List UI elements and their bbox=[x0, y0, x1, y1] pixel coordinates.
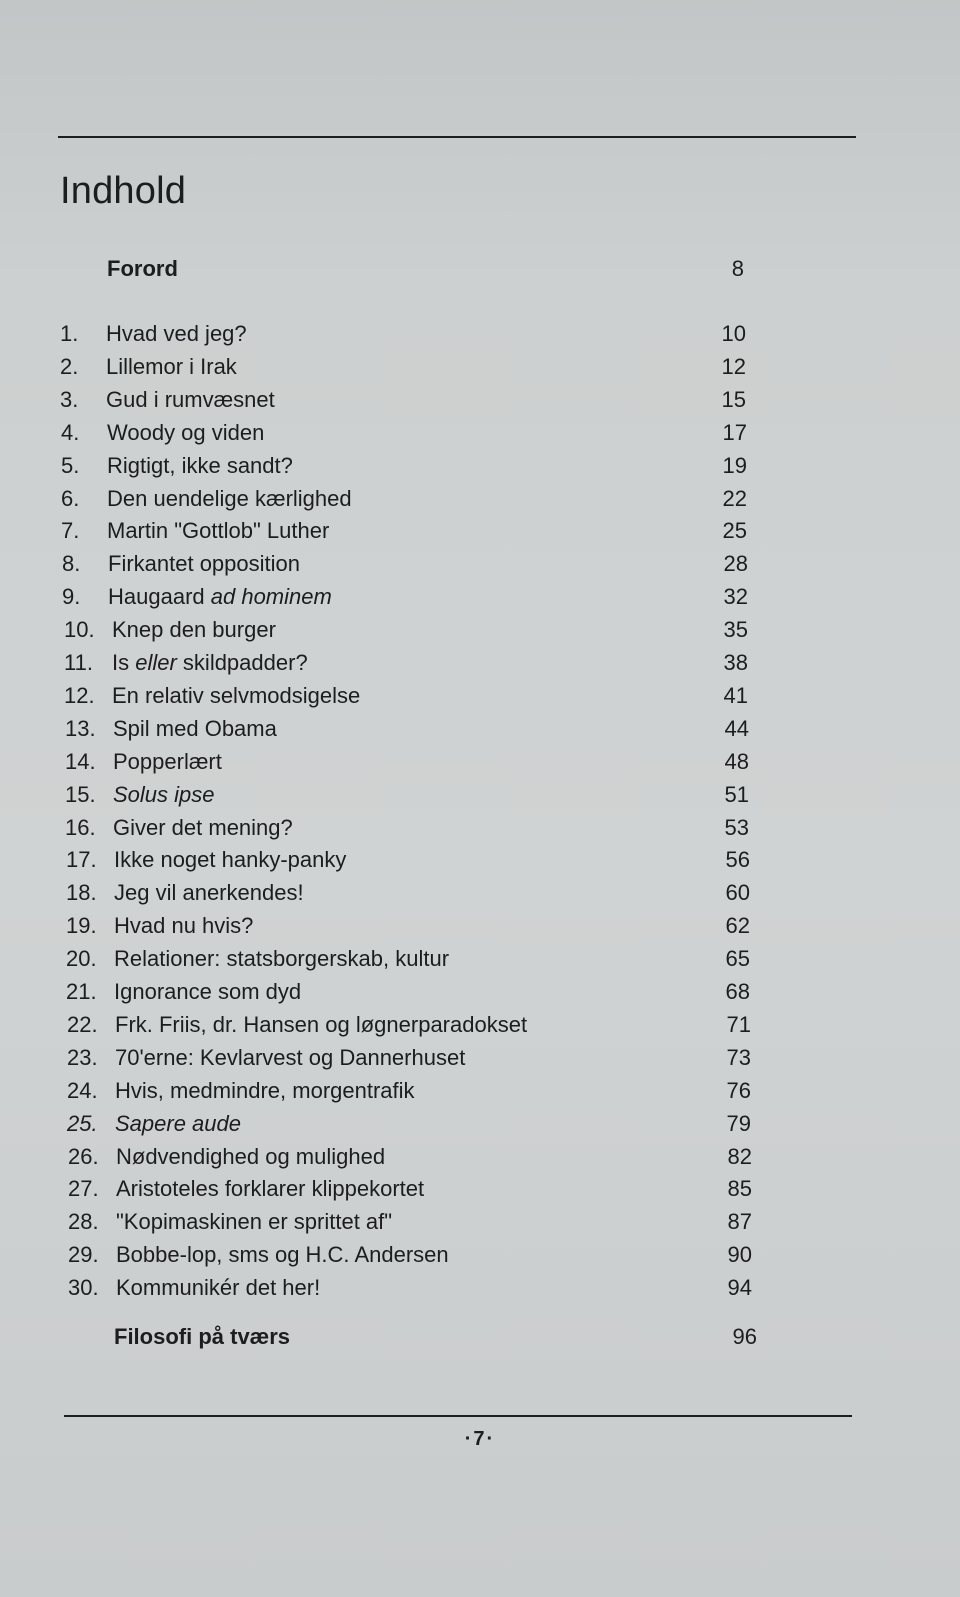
toc-entry-title bbox=[107, 418, 264, 448]
toc-entry-title bbox=[106, 385, 275, 415]
page-number: ·7· bbox=[464, 1428, 496, 1450]
toc-entry-page: 32 bbox=[723, 584, 748, 609]
toc-entry-title-text: Bobbe-lop, sms og H.C. Andersen bbox=[116, 1242, 449, 1267]
toc-entry bbox=[0, 451, 960, 481]
toc-entry-title bbox=[114, 845, 346, 875]
toc-entry-number: 22. bbox=[67, 1012, 98, 1037]
toc-entry-title-text: Knep den burger bbox=[112, 617, 276, 642]
toc-entry bbox=[0, 878, 960, 908]
toc-entry bbox=[0, 1174, 960, 1204]
toc-entry-number: 8. bbox=[62, 551, 81, 576]
toc-entry-page: 71 bbox=[726, 1012, 751, 1037]
toc-entry-page: 87 bbox=[727, 1209, 752, 1234]
toc-entry-title bbox=[112, 648, 308, 678]
toc-entry-title-text: Giver det mening? bbox=[113, 815, 293, 840]
toc-entry-title-text: Hvis, medmindre, morgentrafik bbox=[115, 1078, 415, 1103]
toc-entry bbox=[0, 944, 960, 974]
toc-entry bbox=[0, 780, 960, 810]
toc-entry-number: 6. bbox=[61, 486, 80, 511]
toc-entry-title-text: Relationer: statsborgerskab, kultur bbox=[114, 946, 450, 971]
toc-entry-page: 25 bbox=[722, 518, 747, 543]
toc-entry-title-text: Aristoteles forklarer klippekortet bbox=[116, 1176, 425, 1201]
toc-entry-title bbox=[107, 516, 329, 546]
toc-entry bbox=[0, 319, 960, 349]
toc-entry bbox=[0, 1207, 960, 1237]
toc-entry-number: 3. bbox=[60, 387, 79, 412]
toc-entry-number: 30. bbox=[68, 1275, 99, 1300]
toc-entry-page: 79 bbox=[726, 1111, 751, 1136]
toc-entry bbox=[0, 977, 960, 1007]
toc-entry-page: 96 bbox=[732, 1324, 757, 1349]
toc-entry-title-text: Hvad ved jeg? bbox=[106, 321, 247, 346]
toc-entry bbox=[0, 714, 960, 744]
toc-entry-page: 76 bbox=[726, 1078, 751, 1103]
toc-entry bbox=[0, 582, 960, 612]
toc-entry-number: 16. bbox=[65, 815, 96, 840]
toc-entry-page: 85 bbox=[727, 1176, 752, 1201]
toc-entry-title bbox=[113, 780, 215, 810]
toc-entry-title-text: Ignorance som dyd bbox=[114, 979, 302, 1004]
toc-entry bbox=[0, 813, 960, 843]
toc-entry-title-text: Jeg vil anerkendes! bbox=[114, 880, 304, 905]
top-rule bbox=[58, 136, 856, 138]
toc-entry-page: 12 bbox=[721, 354, 746, 379]
toc-entry bbox=[0, 681, 960, 711]
toc-entry bbox=[0, 1043, 960, 1073]
toc-entry-title-text: Is bbox=[112, 650, 136, 675]
toc-entry-number: 10. bbox=[64, 617, 95, 642]
toc-entry-page: 8 bbox=[731, 256, 744, 281]
toc-entry-number: 27. bbox=[68, 1176, 99, 1201]
toc-entry-page: 62 bbox=[725, 913, 750, 938]
toc-entry-title bbox=[107, 484, 352, 514]
toc-entry-title: Filosofi på tværs bbox=[114, 1324, 291, 1349]
toc-entry-title bbox=[113, 747, 222, 777]
toc-entry-title-text: Kommunikér det her! bbox=[116, 1275, 321, 1300]
toc-entry-title-text: 70'erne: Kevlarvest og Dannerhuset bbox=[115, 1045, 466, 1070]
toc-entry-title-italic: Sapere aude bbox=[115, 1111, 241, 1136]
toc-entry-number: 1. bbox=[60, 321, 79, 346]
toc-entry-title bbox=[108, 549, 300, 579]
toc-entry-page: 82 bbox=[727, 1144, 752, 1169]
toc-entry-page: 90 bbox=[727, 1242, 752, 1267]
toc-entry-page: 38 bbox=[723, 650, 748, 675]
toc-entry-number: 13. bbox=[65, 716, 96, 741]
toc-entry bbox=[0, 1010, 960, 1040]
toc-entry-number: 24. bbox=[67, 1078, 98, 1103]
toc-entry-title-text: Lillemor i Irak bbox=[106, 354, 237, 379]
toc-entry bbox=[0, 1109, 960, 1139]
toc-entry-page: 51 bbox=[724, 782, 749, 807]
toc-entry bbox=[0, 484, 960, 514]
toc-entry-title bbox=[113, 714, 277, 744]
toc-entry-number: 12. bbox=[64, 683, 95, 708]
toc-entry-title bbox=[106, 352, 237, 382]
toc-entry-number: 4. bbox=[61, 420, 80, 445]
toc-entry-page: 65 bbox=[725, 946, 750, 971]
toc-entry-title-text: En relativ selvmodsigelse bbox=[112, 683, 361, 708]
toc-entry-page: 10 bbox=[721, 321, 746, 346]
toc-entry-page: 94 bbox=[727, 1275, 752, 1300]
toc-entry bbox=[0, 845, 960, 875]
toc-entry bbox=[0, 648, 960, 678]
toc-entry-number: 21. bbox=[66, 979, 97, 1004]
toc-entry-page: 19 bbox=[722, 453, 747, 478]
toc-entry-number: 9. bbox=[62, 584, 81, 609]
toc-entry-number: 17. bbox=[66, 847, 97, 872]
bottom-rule bbox=[64, 1415, 852, 1417]
toc-entry bbox=[0, 418, 960, 448]
toc-entry-title-text: Spil med Obama bbox=[113, 716, 277, 741]
toc-entry-title bbox=[116, 1142, 385, 1172]
toc-entry-title-text: Nødvendighed og mulighed bbox=[116, 1144, 386, 1169]
toc-entry-title-text: Frk. Friis, dr. Hansen og løgnerparadokset bbox=[115, 1012, 528, 1037]
toc-entry-title-text: Den uendelige kærlighed bbox=[107, 486, 352, 511]
toc-entry-title bbox=[116, 1240, 449, 1270]
toc-entry-title-text: Martin "Gottlob" Luther bbox=[107, 518, 330, 543]
toc-entry bbox=[0, 549, 960, 579]
toc-entry bbox=[0, 1142, 960, 1172]
toc-entry-page: 60 bbox=[725, 880, 750, 905]
toc-entry-title bbox=[115, 1010, 527, 1040]
toc-entry-number: 11. bbox=[64, 650, 93, 675]
toc-entry-page: 15 bbox=[721, 387, 746, 412]
toc-entry-page: 22 bbox=[722, 486, 747, 511]
toc-entry-title-text: Ikke noget hanky-panky bbox=[114, 847, 347, 872]
toc-entry-page: 41 bbox=[723, 683, 748, 708]
toc-entry-title bbox=[114, 977, 301, 1007]
toc-entry-page: 48 bbox=[724, 749, 749, 774]
toc-entry-page: 17 bbox=[722, 420, 747, 445]
toc-entry-title-italic: Solus ipse bbox=[113, 782, 215, 807]
toc-entry-title bbox=[108, 582, 332, 612]
toc-entry-title-text: Rigtigt, ikke sandt? bbox=[107, 453, 293, 478]
toc-entry-title bbox=[113, 813, 293, 843]
toc-entry-title-text: Woody og viden bbox=[107, 420, 265, 445]
toc-entry-title bbox=[116, 1174, 424, 1204]
toc-entry-number: 14. bbox=[65, 749, 96, 774]
toc-entry-title-italic: eller bbox=[135, 650, 177, 675]
toc-entry-title-after: skildpadder? bbox=[176, 650, 308, 675]
toc-entry-page: 73 bbox=[726, 1045, 751, 1070]
toc-entry-title bbox=[115, 1043, 465, 1073]
toc-entry bbox=[0, 516, 960, 546]
toc-entry-title bbox=[106, 319, 247, 349]
toc-entry-number: 19. bbox=[66, 913, 97, 938]
toc-entry-title bbox=[114, 878, 304, 908]
toc-entry-number: 23. bbox=[67, 1045, 98, 1070]
toc-entry-title-text: Popperlært bbox=[113, 749, 222, 774]
toc-entry-title bbox=[115, 1076, 415, 1106]
toc-entry bbox=[0, 615, 960, 645]
toc-entry-title bbox=[107, 451, 293, 481]
toc-entry-title bbox=[114, 944, 449, 974]
toc-entry-number: 15. bbox=[65, 782, 96, 807]
toc-entry-page: 56 bbox=[725, 847, 750, 872]
toc-entry bbox=[0, 747, 960, 777]
toc-entry-page: 53 bbox=[724, 815, 749, 840]
toc-entry-number: 25. bbox=[67, 1111, 98, 1136]
toc-entry-forord bbox=[0, 254, 960, 284]
toc-entry-number: 18. bbox=[66, 880, 97, 905]
toc-entry-title-italic: ad hominem bbox=[210, 584, 332, 609]
toc-entry-number: 20. bbox=[66, 946, 97, 971]
toc-entry-page: 28 bbox=[723, 551, 748, 576]
toc-entry-title-text: Gud i rumvæsnet bbox=[106, 387, 275, 412]
toc-entry-title bbox=[116, 1207, 392, 1237]
toc-entry-number: 7. bbox=[61, 518, 80, 543]
toc-entry-page: 68 bbox=[725, 979, 750, 1004]
toc-entry-title-text: Hvad nu hvis? bbox=[114, 913, 254, 938]
toc-entry-number: 2. bbox=[60, 354, 79, 379]
toc-entry bbox=[0, 911, 960, 941]
toc-entry-number: 5. bbox=[61, 453, 80, 478]
toc-entry-filosofi bbox=[0, 1322, 960, 1352]
page-title: Indhold bbox=[60, 170, 187, 212]
toc-entry-title bbox=[112, 615, 276, 645]
toc-entry-title-text: Firkantet opposition bbox=[108, 551, 300, 576]
toc-entry-title-text: Haugaard bbox=[108, 584, 211, 609]
toc-entry-number: 29. bbox=[68, 1242, 99, 1267]
toc-entry-number: 26. bbox=[68, 1144, 99, 1169]
toc-entry bbox=[0, 385, 960, 415]
toc-entry bbox=[0, 1240, 960, 1270]
toc-entry bbox=[0, 352, 960, 382]
toc-entry bbox=[0, 1076, 960, 1106]
toc-entry-title bbox=[112, 681, 360, 711]
toc-entry-title-text: "Kopimaskinen er sprittet af" bbox=[116, 1209, 393, 1234]
toc-entry-page: 35 bbox=[723, 617, 748, 642]
toc-entry-title bbox=[116, 1273, 320, 1303]
toc-entry-number: 28. bbox=[68, 1209, 99, 1234]
toc-entry-page: 44 bbox=[724, 716, 749, 741]
toc-entry-title: Forord bbox=[107, 256, 178, 281]
toc-entry bbox=[0, 1273, 960, 1303]
toc-entry-title bbox=[115, 1109, 241, 1139]
toc-entry-title bbox=[114, 911, 253, 941]
